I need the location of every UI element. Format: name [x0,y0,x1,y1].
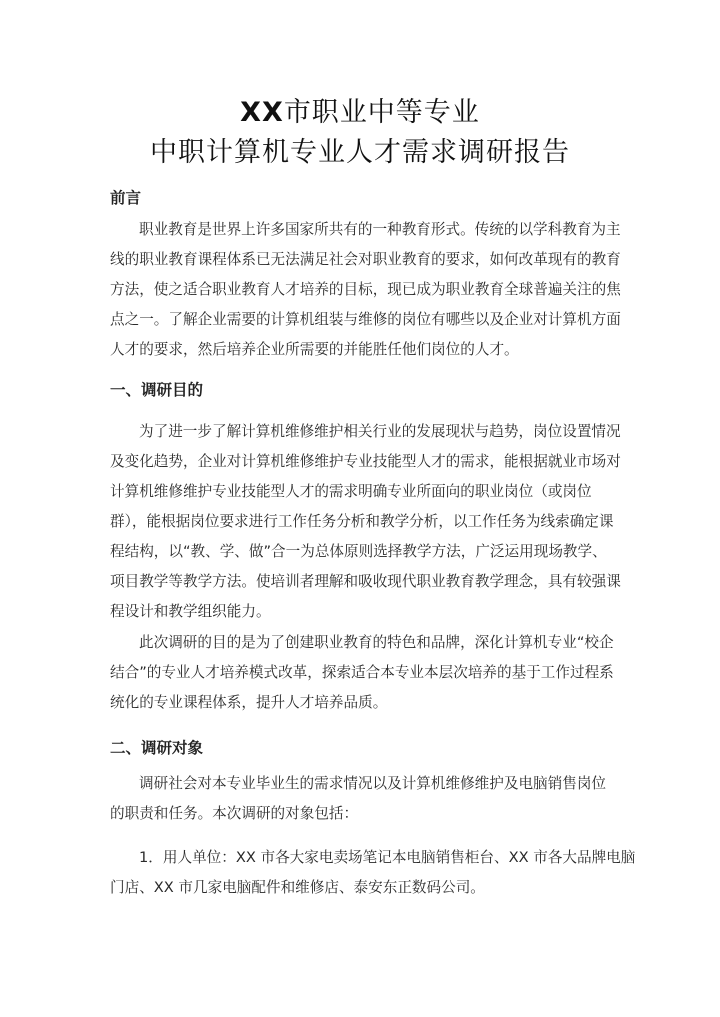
paragraph-line: 方法，使之适合职业教育人才培养的目标，现已成为职业教育全球普遍关注的焦 [110,281,621,298]
paragraph-line: 及变化趋势，企业对计算机维修维护专业技能型人才的需求，能根据就业市场对 [110,453,621,470]
paragraph-line: 线的职业教育课程体系已无法满足社会对职业教育的要求，如何改革现有的教育 [110,251,621,268]
preface-heading: 前言 [110,189,142,207]
list-item-line: 门店、XX 市几家电脑配件和维修店、泰安东正数码公司。 [110,879,485,896]
document-title-line-1 [0,90,720,129]
purpose-paragraph-1 [110,417,626,627]
paragraph-line: 的职责和任务。本次调研的对象包括： [110,805,359,822]
paragraph-line: 群），能根据岗位要求进行工作任务分析和教学分析，以工作任务为线索确定课 [110,513,614,530]
targets-paragraph [110,769,626,829]
paragraph-line: 程设计和教学组织能力。 [110,603,271,620]
paragraph-line: 点之一。了解企业需要的计算机组装与维修的岗位有哪些以及企业对计算机方面 [110,311,621,328]
preface-paragraph [110,215,626,365]
paragraph-line: 人才的要求，然后培养企业所需要的并能胜任他们岗位的人才。 [110,341,519,358]
paragraph-line: 项目教学等教学方法。使培训者理解和吸收现代职业教育教学理念，具有较强课 [110,573,621,590]
paragraph-line: 统化的专业课程体系，提升人才培养品质。 [110,694,388,711]
purpose-heading: 一、调研目的 [110,381,204,399]
title-rest: 市职业中等专业 [283,97,480,128]
targets-item-1 [110,843,636,903]
paragraph-line: 调研社会对本专业毕业生的需求情况以及计算机维修维护及电脑销售岗位 [139,775,607,792]
paragraph-line: 此次调研的目的是为了创建职业教育的特色和品牌，深化计算机专业“校企 [139,634,614,651]
document-title-line-2: 中职计算机专业人才需求调研报告 [150,137,570,168]
paragraph-line: 结合”的专业人才培养模式改革，探索适合本专业本层次培养的基于工作过程系 [110,664,614,681]
purpose-paragraph-2 [110,628,626,718]
title-prefix: XX [240,97,284,128]
list-item-line: 1．用人单位：XX 市各大家电卖场笔记本电脑销售柜台、XX 市各大品牌电脑 [139,849,636,866]
paragraph-line: 计算机维修维护专业技能型人才的需求明确专业所面向的职业岗位（或岗位 [110,483,592,500]
paragraph-line: 职业教育是世界上许多国家所共有的一种教育形式。传统的以学科教育为主 [139,221,621,238]
paragraph-line: 程结构，以“教、学、做”合一为总体原则选择教学方法，广泛运用现场教学、 [110,543,607,560]
paragraph-line: 为了进一步了解计算机维修维护相关行业的发展现状与趋势，岗位设置情况 [139,423,621,440]
targets-heading: 二、调研对象 [110,739,204,757]
